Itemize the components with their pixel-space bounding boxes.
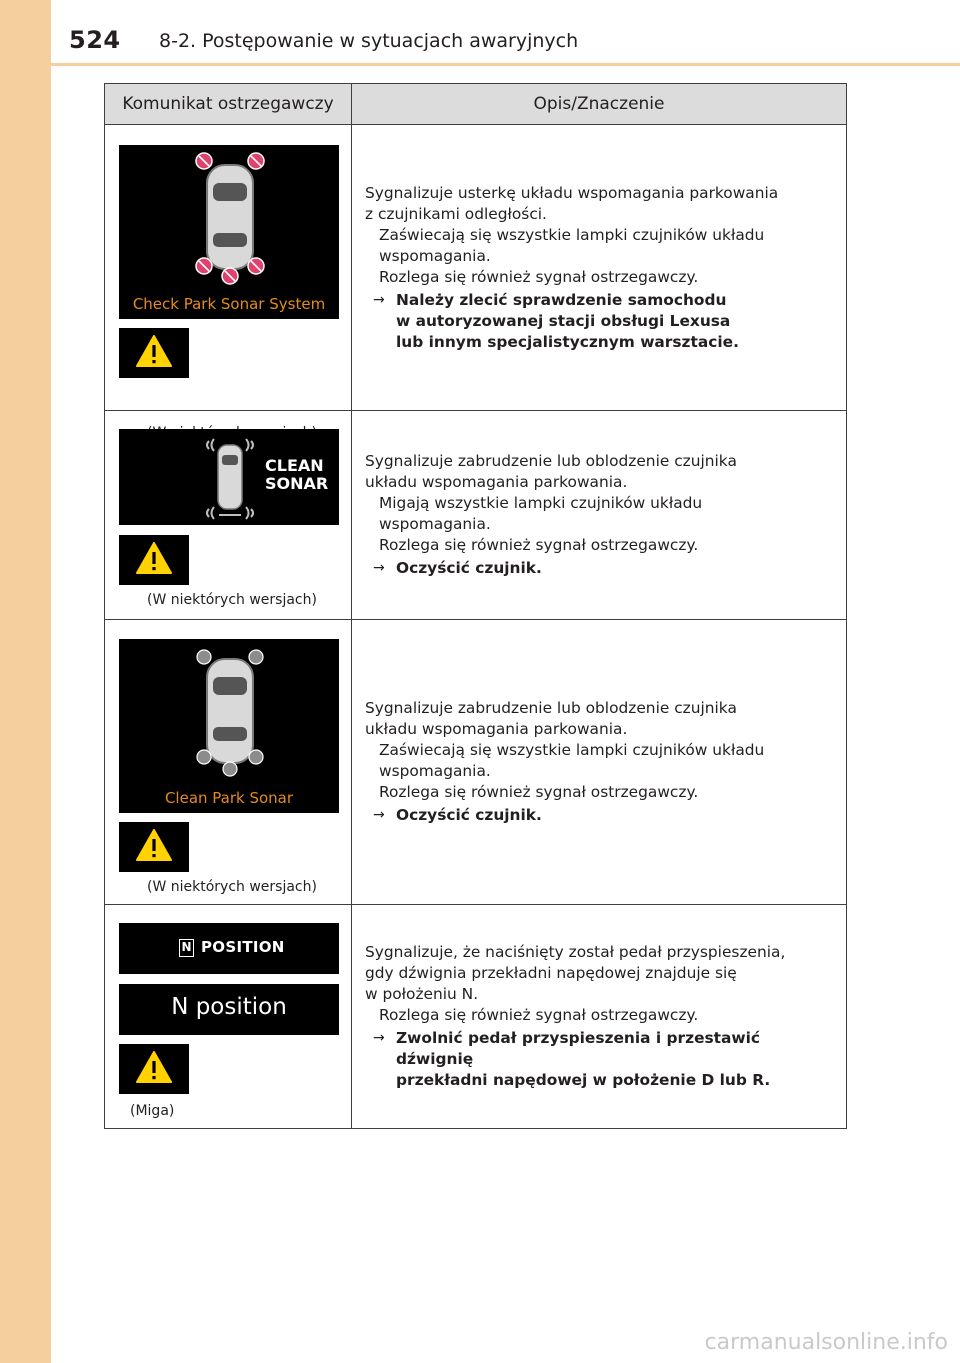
description-cell [352, 620, 847, 905]
description-line: gdy dźwignia przekładni napędowej znajduje się [365, 964, 737, 982]
column-header-message: Komunikat ostrzegawczy [105, 84, 352, 125]
right-arrow-icon: → [373, 291, 385, 308]
display-screen [119, 984, 339, 1035]
description-line: Sygnalizuje zabrudzenie lub oblodzenie czujnika [365, 699, 737, 717]
action-line: Zwolnić pedał przyspieszenia i przestawić dźwignię [396, 1029, 761, 1068]
action-line: Oczyścić czujnik. [396, 559, 542, 577]
description-line: Zaświecają się wszystkie lampki czujników układu [379, 225, 765, 244]
right-arrow-icon: → [373, 1030, 385, 1046]
description-line: wspomagania. [379, 246, 491, 265]
description-line: Rozlega się również sygnał ostrzegawczy. [379, 783, 699, 801]
display-screen [119, 145, 339, 319]
action-item [365, 290, 832, 353]
sensor-snowflake-icon [119, 639, 339, 813]
message-cell [105, 620, 352, 905]
page-number: 524 [69, 26, 121, 54]
warning-triangle-icon [136, 542, 172, 574]
sensor-error-icon [119, 145, 339, 319]
warning-indicator [119, 1044, 189, 1094]
warning-triangle-icon [136, 335, 172, 367]
flash-note: (Miga) [130, 1103, 175, 1119]
description-line: wspomagania. [379, 762, 491, 780]
description-line: Sygnalizuje, że naciśnięty został pedał przyspieszenia, [365, 943, 786, 961]
column-header-description: Opis/Znaczenie [352, 84, 847, 125]
warning-indicator [119, 535, 189, 585]
table-row [105, 620, 847, 905]
warning-triangle-icon [136, 829, 172, 861]
message-cell [105, 905, 352, 1129]
header-rule [51, 63, 960, 66]
warning-triangle-icon [136, 1051, 172, 1083]
action-item [365, 558, 832, 579]
n-position-icon: N [179, 939, 194, 957]
description-line: w położeniu N. [365, 985, 479, 1003]
table-header-row [105, 84, 847, 125]
description-line: Rozlega się również sygnał ostrzegawczy. [379, 267, 699, 286]
warning-indicator [119, 822, 189, 872]
action-line: w autoryzowanej stacji obsługi Lexusa [396, 311, 731, 330]
action-line: Należy zlecić sprawdzenie samochodu [396, 290, 727, 309]
description-line: Migają wszystkie lampki czujników układu [379, 494, 703, 512]
description-cell [352, 125, 847, 411]
version-note: (W niektórych wersjach) [147, 879, 317, 895]
description-line: układu wspomagania parkowania. [365, 473, 628, 491]
screen-message: N position [171, 994, 287, 1020]
description-line: Rozlega się również sygnał ostrzegawczy. [379, 1006, 699, 1024]
display-screen [119, 639, 339, 813]
screen-message: POSITION [201, 938, 285, 956]
action-item [365, 1028, 832, 1091]
description-line: Sygnalizuje zabrudzenie lub oblodzenie czujnika [365, 452, 737, 470]
screen-message: CLEAN SONAR [265, 456, 329, 493]
description-line: wspomagania. [379, 515, 491, 533]
warning-indicator [119, 328, 189, 378]
description-line: układu wspomagania parkowania. [365, 720, 628, 738]
page-header [51, 0, 960, 64]
screen-message: Clean Park Sonar [164, 789, 294, 807]
version-note: (W niektórych wersjach) [147, 592, 317, 608]
action-line: lub innym specjalistycznym warsztacie. [396, 332, 739, 351]
description-line: Sygnalizuje usterkę układu wspomagania parkowania [365, 183, 779, 202]
description-line: Rozlega się również sygnał ostrzegawczy. [379, 536, 699, 554]
right-arrow-icon: → [373, 807, 385, 823]
table-row [105, 125, 847, 411]
table-row [105, 411, 847, 620]
action-line: Oczyścić czujnik. [396, 806, 542, 824]
description-cell [352, 411, 847, 620]
description-line: z czujnikami odległości. [365, 204, 547, 223]
action-line: przekładni napędowej w położenie D lub R. [396, 1071, 771, 1089]
message-cell [105, 411, 352, 620]
action-item [365, 805, 832, 826]
right-arrow-icon: → [373, 560, 385, 576]
display-screen [119, 923, 339, 974]
side-band [0, 0, 51, 1363]
message-cell [105, 125, 352, 411]
screen-message: Check Park Sonar System [132, 295, 326, 313]
description-cell [352, 905, 847, 1129]
display-screen [119, 429, 339, 525]
table-row [105, 905, 847, 1129]
watermark: carmanualsonline.info [704, 1330, 948, 1355]
description-line: Zaświecają się wszystkie lampki czujników układu [379, 741, 765, 759]
section-title: 8-2. Postępowanie w sytuacjach awaryjnych [159, 30, 579, 52]
warning-table [104, 83, 847, 1129]
